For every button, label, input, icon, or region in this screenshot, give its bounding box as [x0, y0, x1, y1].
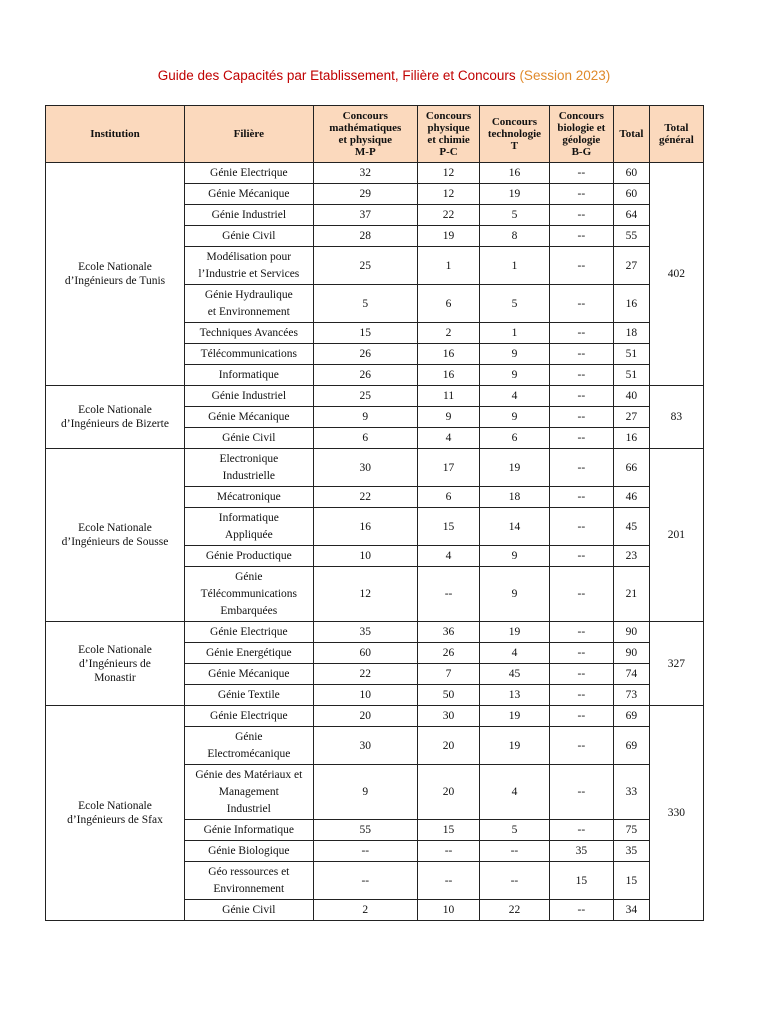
- bg-capacity-cell: --: [549, 407, 613, 428]
- filiere-name-line: Embarquées: [220, 604, 278, 617]
- filiere-name-line: Génie Civil: [222, 903, 276, 916]
- table-row: [46, 449, 704, 487]
- bg-capacity-cell: 15: [549, 862, 613, 900]
- row-total-cell: 18: [614, 323, 650, 344]
- bg-capacity-cell: 35: [549, 841, 613, 862]
- filiere-cell: [184, 820, 313, 841]
- filiere-cell: [184, 508, 313, 546]
- header-line: Total: [619, 128, 644, 140]
- institution-name-line: Ecole Nationale: [78, 800, 152, 812]
- filiere-name-line: l’Industrie et Services: [198, 267, 300, 280]
- filiere-cell: [184, 862, 313, 900]
- t-capacity-cell: 16: [480, 163, 549, 184]
- filiere-cell: [184, 323, 313, 344]
- filiere-name-line: Génie Civil: [222, 229, 276, 242]
- filiere-name-line: Génie Industriel: [211, 208, 287, 221]
- bg-capacity-cell: --: [549, 685, 613, 706]
- mp-capacity-cell: 5: [313, 285, 417, 323]
- bg-capacity-cell: --: [549, 344, 613, 365]
- filiere-name-line: Management: [218, 785, 279, 798]
- row-total-cell: 45: [614, 508, 650, 546]
- mp-capacity-cell: 9: [313, 765, 417, 820]
- filiere-name-line: Electronique: [219, 452, 279, 465]
- t-capacity-cell: 6: [480, 428, 549, 449]
- mp-capacity-cell: 26: [313, 344, 417, 365]
- t-capacity-cell: 4: [480, 386, 549, 407]
- row-total-cell: 33: [614, 765, 650, 820]
- header-concours-pc: [417, 106, 479, 163]
- table-header: [46, 106, 704, 163]
- mp-capacity-cell: 12: [313, 567, 417, 622]
- header-line: biologie et: [557, 122, 606, 134]
- header-concours-t: [480, 106, 549, 163]
- institution-name-line: Ecole Nationale: [78, 261, 152, 273]
- filiere-cell: [184, 567, 313, 622]
- bg-capacity-cell: --: [549, 546, 613, 567]
- header-total: [614, 106, 650, 163]
- mp-capacity-cell: 10: [313, 546, 417, 567]
- row-total-cell: 74: [614, 664, 650, 685]
- institution-name-line: d’Ingénieurs de: [79, 657, 151, 670]
- filiere-cell: [184, 487, 313, 508]
- filiere-name-line: Génie Productique: [205, 549, 292, 562]
- t-capacity-cell: 8: [480, 226, 549, 247]
- row-total-cell: 90: [614, 622, 650, 643]
- bg-capacity-cell: --: [549, 449, 613, 487]
- header-line: Concours: [342, 110, 388, 122]
- bg-capacity-cell: --: [549, 163, 613, 184]
- pc-capacity-cell: 22: [417, 205, 479, 226]
- pc-capacity-cell: 7: [417, 664, 479, 685]
- filiere-name-line: Génie Textile: [217, 688, 280, 701]
- header-line: Institution: [90, 128, 140, 140]
- row-total-cell: 69: [614, 706, 650, 727]
- filiere-cell: [184, 365, 313, 386]
- table-body: [46, 163, 704, 921]
- t-capacity-cell: 13: [480, 685, 549, 706]
- t-capacity-cell: 19: [480, 449, 549, 487]
- t-capacity-cell: 5: [480, 285, 549, 323]
- mp-capacity-cell: 29: [313, 184, 417, 205]
- pc-capacity-cell: 20: [417, 765, 479, 820]
- row-total-cell: 46: [614, 487, 650, 508]
- row-total-cell: 66: [614, 449, 650, 487]
- t-capacity-cell: 9: [480, 365, 549, 386]
- bg-capacity-cell: --: [549, 386, 613, 407]
- filiere-name-line: Génie: [235, 730, 263, 743]
- filiere-cell: [184, 765, 313, 820]
- t-capacity-cell: 5: [480, 205, 549, 226]
- filiere-name-line: Industrielle: [222, 469, 275, 482]
- pc-capacity-cell: 1: [417, 247, 479, 285]
- row-total-cell: 34: [614, 900, 650, 921]
- filiere-cell: [184, 546, 313, 567]
- total-general-cell: 330: [649, 706, 703, 921]
- t-capacity-cell: 22: [480, 900, 549, 921]
- bg-capacity-cell: --: [549, 184, 613, 205]
- t-capacity-cell: 14: [480, 508, 549, 546]
- pc-capacity-cell: 10: [417, 900, 479, 921]
- mp-capacity-cell: 30: [313, 727, 417, 765]
- mp-capacity-cell: 22: [313, 664, 417, 685]
- header-line: physique: [427, 122, 470, 134]
- t-capacity-cell: 19: [480, 184, 549, 205]
- pc-capacity-cell: 30: [417, 706, 479, 727]
- bg-capacity-cell: --: [549, 727, 613, 765]
- institution-cell: [46, 163, 185, 386]
- bg-capacity-cell: --: [549, 765, 613, 820]
- row-total-cell: 51: [614, 344, 650, 365]
- header-line: et chimie: [427, 134, 470, 146]
- header-line: technologie: [487, 128, 542, 140]
- row-total-cell: 75: [614, 820, 650, 841]
- header-row: [46, 106, 704, 163]
- bg-capacity-cell: --: [549, 706, 613, 727]
- t-capacity-cell: 19: [480, 727, 549, 765]
- mp-capacity-cell: 28: [313, 226, 417, 247]
- filiere-cell: [184, 407, 313, 428]
- t-capacity-cell: --: [480, 841, 549, 862]
- filiere-cell: [184, 664, 313, 685]
- pc-capacity-cell: 26: [417, 643, 479, 664]
- mp-capacity-cell: 9: [313, 407, 417, 428]
- filiere-cell: [184, 285, 313, 323]
- row-total-cell: 55: [614, 226, 650, 247]
- pc-capacity-cell: 12: [417, 163, 479, 184]
- row-total-cell: 60: [614, 184, 650, 205]
- filiere-cell: [184, 344, 313, 365]
- pc-capacity-cell: 2: [417, 323, 479, 344]
- bg-capacity-cell: --: [549, 643, 613, 664]
- filiere-name-line: Informatique: [218, 511, 279, 524]
- pc-capacity-cell: 9: [417, 407, 479, 428]
- header-line: Concours: [425, 110, 472, 122]
- pc-capacity-cell: 12: [417, 184, 479, 205]
- filiere-name-line: Génie Mécanique: [208, 187, 290, 200]
- filiere-cell: [184, 226, 313, 247]
- pc-capacity-cell: 16: [417, 344, 479, 365]
- header-line: mathématiques: [329, 122, 402, 134]
- bg-capacity-cell: --: [549, 664, 613, 685]
- mp-capacity-cell: 16: [313, 508, 417, 546]
- mp-capacity-cell: 35: [313, 622, 417, 643]
- filiere-name-line: Génie Electrique: [210, 166, 288, 179]
- pc-capacity-cell: 6: [417, 285, 479, 323]
- header-line: Concours: [491, 116, 538, 128]
- filiere-name-line: Génie Biologique: [208, 844, 290, 857]
- t-capacity-cell: 5: [480, 820, 549, 841]
- t-capacity-cell: 45: [480, 664, 549, 685]
- title-session: (Session 2023): [519, 68, 611, 83]
- table-row: [46, 163, 704, 184]
- pc-capacity-cell: 20: [417, 727, 479, 765]
- mp-capacity-cell: 2: [313, 900, 417, 921]
- row-total-cell: 15: [614, 862, 650, 900]
- filiere-name-line: Géo ressources et: [208, 865, 290, 878]
- total-general-cell: 327: [649, 622, 703, 706]
- bg-capacity-cell: --: [549, 487, 613, 508]
- mp-capacity-cell: 25: [313, 247, 417, 285]
- bg-capacity-cell: --: [549, 622, 613, 643]
- header-line: B-G: [571, 146, 592, 158]
- filiere-name-line: Electromécanique: [207, 747, 291, 760]
- filiere-name-line: Génie Electrique: [210, 709, 288, 722]
- filiere-name-line: Techniques Avancées: [199, 326, 298, 339]
- mp-capacity-cell: 22: [313, 487, 417, 508]
- header-line: et physique: [338, 134, 393, 146]
- t-capacity-cell: 9: [480, 344, 549, 365]
- filiere-cell: [184, 706, 313, 727]
- total-general-cell: 201: [649, 449, 703, 622]
- header-line: M-P: [354, 146, 376, 158]
- t-capacity-cell: 9: [480, 567, 549, 622]
- filiere-cell: [184, 247, 313, 285]
- row-total-cell: 40: [614, 386, 650, 407]
- header-total-general: [649, 106, 703, 163]
- filiere-cell: [184, 841, 313, 862]
- header-line: Filière: [233, 128, 264, 140]
- filiere-name-line: Génie Energétique: [205, 646, 292, 659]
- bg-capacity-cell: --: [549, 365, 613, 386]
- capacity-table: [45, 105, 704, 921]
- row-total-cell: 23: [614, 546, 650, 567]
- filiere-name-line: Génie Industriel: [211, 389, 287, 402]
- t-capacity-cell: 19: [480, 622, 549, 643]
- t-capacity-cell: 9: [480, 546, 549, 567]
- filiere-name-line: Télécommunications: [200, 587, 298, 600]
- filiere-cell: [184, 163, 313, 184]
- bg-capacity-cell: --: [549, 900, 613, 921]
- institution-name-line: Ecole Nationale: [78, 643, 152, 656]
- filiere-cell: [184, 184, 313, 205]
- t-capacity-cell: 4: [480, 765, 549, 820]
- total-general-cell: 83: [649, 386, 703, 449]
- filiere-name-line: et Environnement: [207, 305, 290, 318]
- page-title: [0, 68, 768, 83]
- mp-capacity-cell: 30: [313, 449, 417, 487]
- filiere-name-line: Génie des Matériaux et: [195, 768, 303, 781]
- mp-capacity-cell: 37: [313, 205, 417, 226]
- pc-capacity-cell: --: [417, 567, 479, 622]
- filiere-name-line: Modélisation pour: [206, 250, 292, 263]
- row-total-cell: 51: [614, 365, 650, 386]
- filiere-name-line: Télécommunications: [200, 347, 298, 360]
- pc-capacity-cell: 16: [417, 365, 479, 386]
- filiere-cell: [184, 727, 313, 765]
- filiere-name-line: Industriel: [226, 802, 271, 815]
- mp-capacity-cell: 15: [313, 323, 417, 344]
- header-concours-bg: [549, 106, 613, 163]
- t-capacity-cell: 4: [480, 643, 549, 664]
- mp-capacity-cell: 10: [313, 685, 417, 706]
- header-filiere: [184, 106, 313, 163]
- row-total-cell: 35: [614, 841, 650, 862]
- t-capacity-cell: --: [480, 862, 549, 900]
- filiere-name-line: Environnement: [213, 882, 285, 895]
- mp-capacity-cell: 6: [313, 428, 417, 449]
- filiere-cell: [184, 449, 313, 487]
- header-line: géologie: [562, 134, 601, 146]
- filiere-name-line: Génie Mécanique: [208, 410, 290, 423]
- bg-capacity-cell: --: [549, 285, 613, 323]
- row-total-cell: 90: [614, 643, 650, 664]
- filiere-cell: [184, 900, 313, 921]
- bg-capacity-cell: --: [549, 205, 613, 226]
- filiere-cell: [184, 685, 313, 706]
- t-capacity-cell: 19: [480, 706, 549, 727]
- institution-name-line: d’Ingénieurs de Sousse: [61, 536, 169, 548]
- pc-capacity-cell: 36: [417, 622, 479, 643]
- filiere-name-line: Génie: [235, 570, 263, 583]
- t-capacity-cell: 18: [480, 487, 549, 508]
- bg-capacity-cell: --: [549, 226, 613, 247]
- bg-capacity-cell: --: [549, 567, 613, 622]
- filiere-name-line: Génie Hydraulique: [204, 288, 293, 301]
- header-concours-mp: [313, 106, 417, 163]
- table-row: [46, 622, 704, 643]
- filiere-cell: [184, 386, 313, 407]
- mp-capacity-cell: 26: [313, 365, 417, 386]
- pc-capacity-cell: 17: [417, 449, 479, 487]
- row-total-cell: 64: [614, 205, 650, 226]
- filiere-name-line: Génie Electrique: [210, 625, 288, 638]
- bg-capacity-cell: --: [549, 820, 613, 841]
- total-general-cell: 402: [649, 163, 703, 386]
- pc-capacity-cell: 19: [417, 226, 479, 247]
- institution-name-line: d’Ingénieurs de Sfax: [67, 814, 163, 826]
- filiere-cell: [184, 428, 313, 449]
- filiere-name-line: Mécatronique: [216, 490, 281, 503]
- filiere-cell: [184, 643, 313, 664]
- table-row: [46, 386, 704, 407]
- institution-name-line: Monastir: [94, 671, 136, 684]
- mp-capacity-cell: 60: [313, 643, 417, 664]
- filiere-name-line: Génie Informatique: [203, 823, 294, 836]
- institution-name-line: Ecole Nationale: [78, 404, 152, 416]
- row-total-cell: 27: [614, 247, 650, 285]
- row-total-cell: 69: [614, 727, 650, 765]
- row-total-cell: 16: [614, 428, 650, 449]
- institution-cell: [46, 622, 185, 706]
- mp-capacity-cell: 55: [313, 820, 417, 841]
- mp-capacity-cell: 25: [313, 386, 417, 407]
- filiere-name-line: Génie Civil: [222, 431, 276, 444]
- header-line: général: [658, 134, 694, 146]
- header-line: Concours: [558, 110, 604, 122]
- bg-capacity-cell: --: [549, 508, 613, 546]
- pc-capacity-cell: --: [417, 862, 479, 900]
- bg-capacity-cell: --: [549, 428, 613, 449]
- filiere-cell: [184, 205, 313, 226]
- institution-cell: [46, 706, 185, 921]
- filiere-name-line: Informatique: [218, 368, 279, 381]
- pc-capacity-cell: 6: [417, 487, 479, 508]
- mp-capacity-cell: 20: [313, 706, 417, 727]
- header-line: T: [510, 140, 519, 152]
- pc-capacity-cell: 4: [417, 428, 479, 449]
- filiere-name-line: Génie Mécanique: [208, 667, 290, 680]
- t-capacity-cell: 1: [480, 247, 549, 285]
- mp-capacity-cell: --: [313, 862, 417, 900]
- pc-capacity-cell: 4: [417, 546, 479, 567]
- row-total-cell: 27: [614, 407, 650, 428]
- pc-capacity-cell: 11: [417, 386, 479, 407]
- row-total-cell: 60: [614, 163, 650, 184]
- bg-capacity-cell: --: [549, 247, 613, 285]
- row-total-cell: 16: [614, 285, 650, 323]
- mp-capacity-cell: --: [313, 841, 417, 862]
- institution-cell: [46, 386, 185, 449]
- t-capacity-cell: 9: [480, 407, 549, 428]
- bg-capacity-cell: --: [549, 323, 613, 344]
- mp-capacity-cell: 32: [313, 163, 417, 184]
- t-capacity-cell: 1: [480, 323, 549, 344]
- pc-capacity-cell: 15: [417, 508, 479, 546]
- header-line: Total: [664, 122, 689, 134]
- institution-name-line: d’Ingénieurs de Tunis: [64, 275, 166, 287]
- pc-capacity-cell: 15: [417, 820, 479, 841]
- header-institution: [46, 106, 185, 163]
- institution-cell: [46, 449, 185, 622]
- row-total-cell: 73: [614, 685, 650, 706]
- institution-name-line: d’Ingénieurs de Bizerte: [61, 418, 169, 430]
- pc-capacity-cell: --: [417, 841, 479, 862]
- table-row: [46, 706, 704, 727]
- institution-name-line: Ecole Nationale: [78, 522, 152, 534]
- title-main: Guide des Capacités par Etablissement, Filière et Concours: [157, 68, 516, 83]
- header-line: P-C: [439, 146, 458, 158]
- pc-capacity-cell: 50: [417, 685, 479, 706]
- filiere-name-line: Appliquée: [224, 528, 273, 541]
- filiere-cell: [184, 622, 313, 643]
- row-total-cell: 21: [614, 567, 650, 622]
